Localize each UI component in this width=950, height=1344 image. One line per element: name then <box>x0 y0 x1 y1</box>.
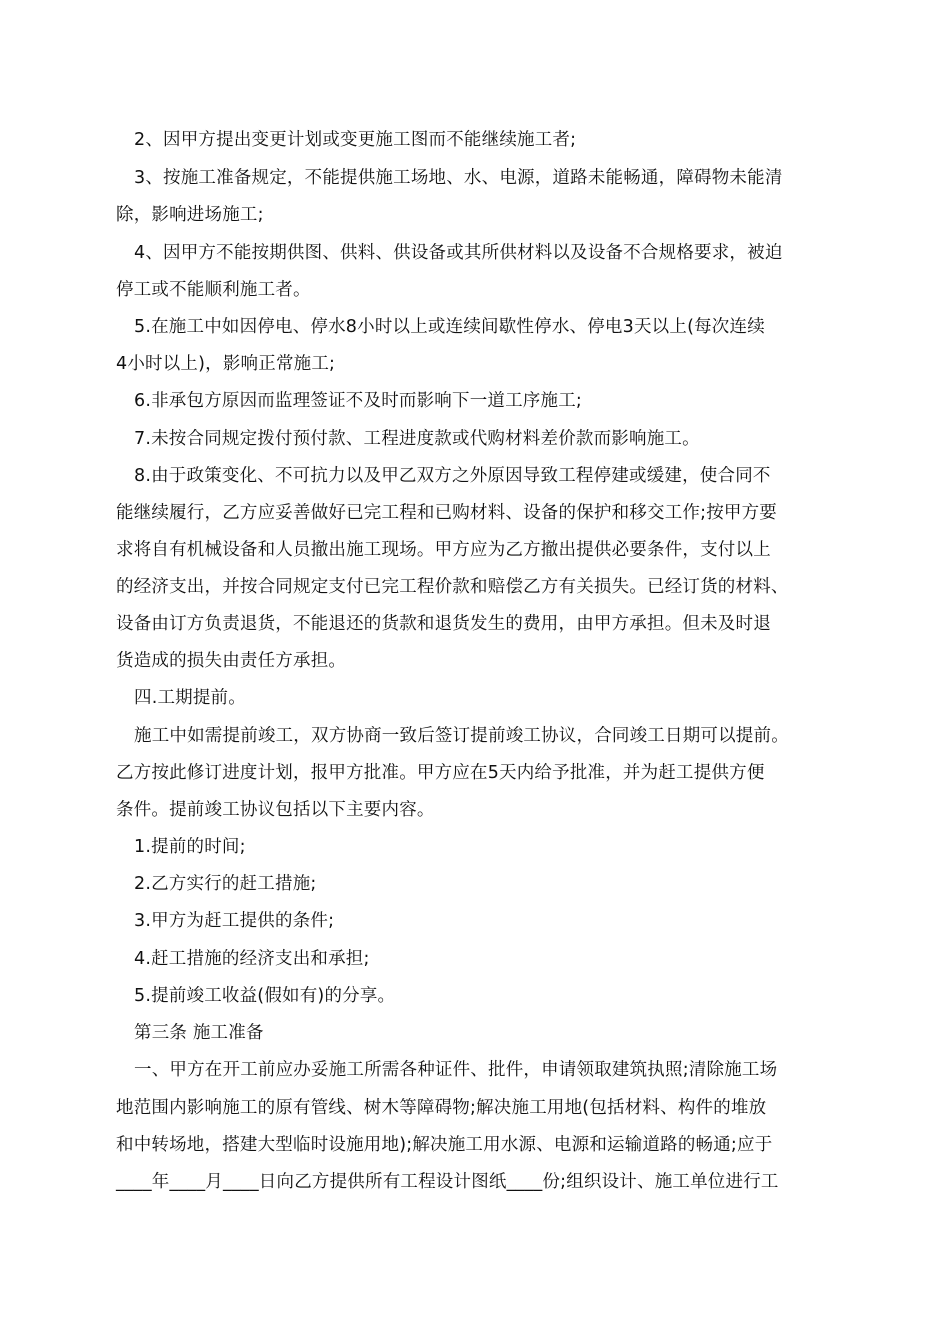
text-line: 停工或不能顺利施工者。 <box>116 280 311 300</box>
text-line: 8.由于政策变化、不可抗力以及甲乙双方之外原因导致工程停建或缓建，使合同不 <box>134 466 771 486</box>
text-line: 4小时以上)，影响正常施工; <box>116 354 336 374</box>
text-line: 3、按施工准备规定，不能提供施工场地、水、电源，道路未能畅通，障碍物未能清 <box>134 168 783 188</box>
list-item: 5.提前竣工收益(假如有)的分享。 <box>134 986 396 1006</box>
text-line: 和中转场地，搭建大型临时设施用地);解决施工用水源、电源和运输道路的畅通;应于 <box>116 1135 773 1155</box>
text-line: 4、因甲方不能按期供图、供料、供设备或其所供材料以及设备不合规格要求，被迫 <box>134 243 783 263</box>
list-item: 1.提前的时间; <box>134 837 246 857</box>
text-line: 5.在施工中如因停电、停水8小时以上或连续间歇性停水、停电3天以上(每次连续 <box>134 317 765 337</box>
text-line: 能继续履行，乙方应妥善做好已完工程和已购材料、设备的保护和移交工作;按甲方要 <box>116 503 777 523</box>
text-line: 6.非承包方原因而监理签证不及时而影响下一道工序施工; <box>134 391 582 411</box>
text-line: 7.未按合同规定拨付预付款、工程进度款或代购材料差价款而影响施工。 <box>134 429 700 449</box>
text-line: 的经济支出，并按合同规定支付已完工程价款和赔偿乙方有关损失。已经订货的材料、 <box>116 577 789 597</box>
text-line: 地范围内影响施工的原有管线、树木等障碍物;解决施工用地(包括材料、构件的堆放 <box>116 1098 767 1118</box>
list-item: 4.赶工措施的经济支出和承担; <box>134 949 370 969</box>
text-line: 条件。提前竣工协议包括以下主要内容。 <box>116 800 435 820</box>
text-line: 除，影响进场施工; <box>116 205 264 225</box>
section-heading: 第三条 施工准备 <box>134 1023 264 1043</box>
list-item: 2.乙方实行的赶工措施; <box>134 874 317 894</box>
text-line: 货造成的损失由责任方承担。 <box>116 651 347 671</box>
text-line: 乙方按此修订进度计划，报甲方批准。甲方应在5天内给予批准，并为赶工提供方便 <box>116 763 765 783</box>
text-line: 求将自有机械设备和人员撤出施工现场。甲方应为乙方撤出提供必要条件，支付以上 <box>116 540 771 560</box>
text-line: ____年____月____日向乙方提供所有工程设计图纸____份;组织设计、施工单位进行工 <box>116 1172 779 1192</box>
text-line: 设备由订方负责退货，不能退还的货款和退货发生的费用，由甲方承担。但未及时退 <box>116 614 771 634</box>
section-heading: 四.工期提前。 <box>134 688 246 708</box>
text-line: 施工中如需提前竣工，双方协商一致后签订提前竣工协议，合同竣工日期可以提前。 <box>134 726 789 746</box>
list-item: 3.甲方为赶工提供的条件; <box>134 911 335 931</box>
text-line: 2、因甲方提出变更计划或变更施工图而不能继续施工者; <box>134 130 577 150</box>
text-line: 一、甲方在开工前应办妥施工所需各种证件、批件，申请领取建筑执照;清除施工场 <box>134 1060 778 1080</box>
